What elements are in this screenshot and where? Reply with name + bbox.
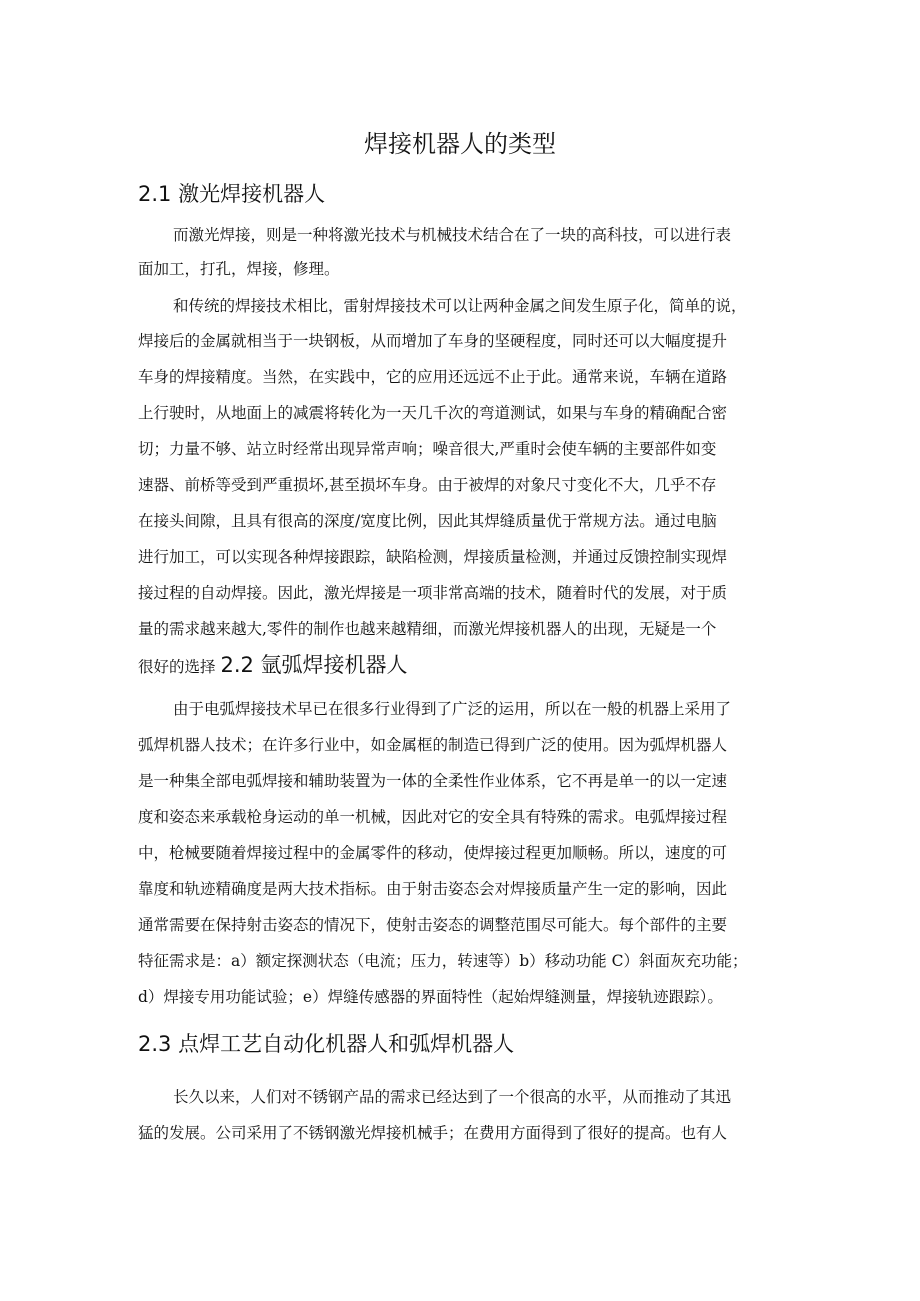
paragraph-line-end: 很好的选择 bbox=[138, 658, 216, 676]
paragraph-line: 上行驶时，从地面上的减震将转化为一天几千次的弯道测试，如果与车身的精确配合密 bbox=[138, 404, 728, 422]
paragraph-line: 弧焊机器人技术；在许多行业中，如金属框的制造已得到广泛的使用。因为弧焊机器人 bbox=[138, 736, 728, 754]
paragraph-line: 长久以来，人们对不锈钢产品的需求已经达到了一个很高的水平，从而推动了其迅 bbox=[173, 1088, 732, 1106]
paragraph-line: 切；力量不够、站立时经常出现异常声响；噪音很大,严重时会使车辆的主要部件如变 bbox=[138, 440, 717, 458]
paragraph-line: 靠度和轨迹精确度是两大技术指标。由于射击姿态会对焊接质量产生一定的影响，因此 bbox=[138, 880, 728, 898]
paragraph-line: d）焊接专用功能试验；e）焊缝传感器的界面特性（起始焊缝测量，焊接轨迹跟踪）。 bbox=[138, 988, 723, 1006]
paragraph-line: 特征需求是：a）额定探测状态（电流；压力，转速等）b）移动功能 C）斜面灰充功能； bbox=[138, 952, 748, 970]
section-heading-2-3: 2.3 点焊工艺自动化机器人和弧焊机器人 bbox=[138, 1032, 515, 1056]
paragraph-line: 速器、前桥等受到严重损坏,甚至损坏车身。由于被焊的对象尺寸变化不大，几乎不存 bbox=[138, 476, 717, 494]
paragraph-line: 面加工，打孔，焊接，修理。 bbox=[138, 260, 340, 278]
paragraph-line: 在接头间隙，且具有很高的深度/宽度比例，因此其焊缝质量优于常规方法。通过电脑 bbox=[138, 512, 717, 530]
paragraph-line: 接过程的自动焊接。因此，激光焊接是一项非常高端的技术，随着时代的发展，对于质 bbox=[138, 584, 728, 602]
paragraph-line: 和传统的焊接技术相比，雷射焊接技术可以让两种金属之间发生原子化，简单的说， bbox=[173, 297, 747, 315]
paragraph-line: 车身的焊接精度。当然，在实践中，它的应用还远远不止于此。通常来说，车辆在道路 bbox=[138, 368, 728, 386]
section-heading-2-1: 2.1 激光焊接机器人 bbox=[138, 182, 326, 206]
paragraph-line: 进行加工，可以实现各种焊接跟踪，缺陷检测，焊接质量检测，并通过反馈控制实现焊 bbox=[138, 548, 728, 566]
paragraph-line: 焊接后的金属就相当于一块钢板，从而增加了车身的坚硬程度，同时还可以大幅度提升 bbox=[138, 332, 728, 350]
paragraph-line: 而激光焊接，则是一种将激光技术与机械技术结合在了一块的高科技，可以进行表 bbox=[173, 226, 732, 244]
paragraph-line: 通常需要在保持射击姿态的情况下，使射击姿态的调整范围尽可能大。每个部件的主要 bbox=[138, 916, 728, 934]
paragraph-line: 猛的发展。公司采用了不锈钢激光焊接机械手；在费用方面得到了很好的提高。也有人 bbox=[138, 1124, 728, 1142]
paragraph-line: 由于电弧焊接技术早已在很多行业得到了广泛的运用，所以在一般的机器上采用了 bbox=[173, 700, 732, 718]
paragraph-line: 中，枪械要随着焊接过程中的金属零件的移动，使焊接过程更加顺畅。所以，速度的可 bbox=[138, 844, 728, 862]
paragraph-line: 量的需求越来越大,零件的制作也越来越精细，而激光焊接机器人的出现，无疑是一个 bbox=[138, 620, 717, 638]
section-heading-2-2: 2.2 氩弧焊接机器人 bbox=[220, 653, 408, 677]
paragraph-line: 是一种集全部电弧焊接和辅助装置为一体的全柔性作业体系，它不再是单一的以一定速 bbox=[138, 772, 728, 790]
paragraph-line: 度和姿态来承载枪身运动的单一机械，因此对它的安全具有特殊的需求。电弧焊接过程 bbox=[138, 808, 728, 826]
paragraph-line-with-heading bbox=[138, 654, 408, 678]
page-title: 焊接机器人的类型 bbox=[364, 130, 556, 158]
